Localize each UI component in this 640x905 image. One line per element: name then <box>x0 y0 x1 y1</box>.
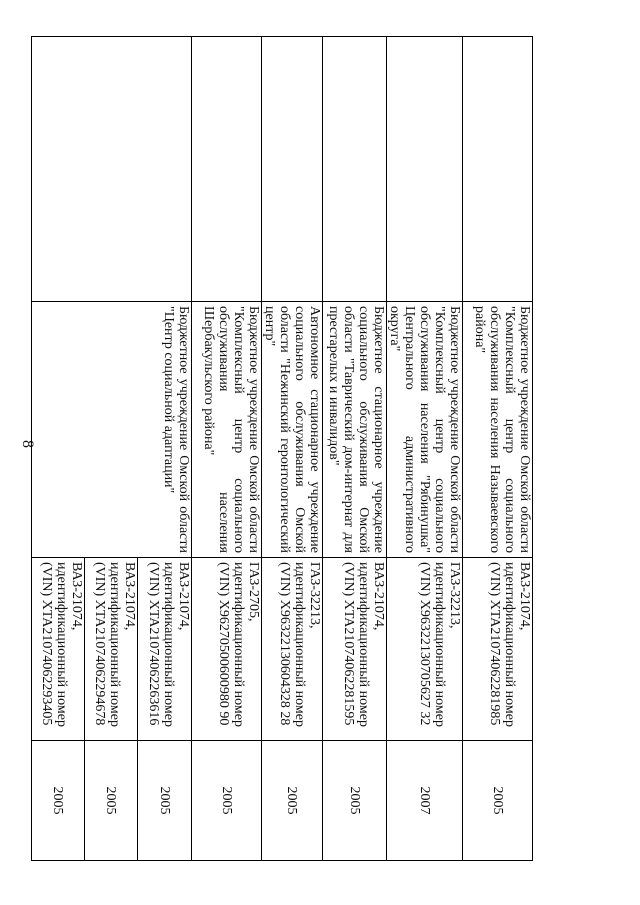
vehicle-model: ВАЗ-21074, <box>69 562 84 631</box>
vehicle-cell <box>323 558 387 741</box>
vehicle-id-label: идентификационный номер <box>432 562 447 727</box>
vehicle-id-label: идентификационный номер <box>502 562 517 727</box>
vehicle-model: ГАЗ-32213, <box>307 562 322 629</box>
table-row <box>262 37 323 861</box>
vehicle-cell <box>138 558 192 741</box>
organization-cell: Бюджетное учреждение Омской области "Комплексный центр социального обслуживания населения "Рябинушка" Центрального административного округа" <box>387 302 463 558</box>
vehicle-vin: (VIN) XTA21074062293405 <box>39 562 54 726</box>
vehicle-model: ГАЗ-32213, <box>447 562 462 629</box>
vehicle-model: ВАЗ-21074, <box>517 562 532 631</box>
vehicle-id-label: идентификационный номер <box>161 562 176 727</box>
vehicle-cell <box>463 558 533 741</box>
table-row <box>463 37 533 861</box>
year-cell: 2005 <box>463 741 533 861</box>
year-cell: 2007 <box>387 741 463 861</box>
empty-cell <box>463 37 533 302</box>
vehicle-model: ВАЗ-21074, <box>371 562 386 631</box>
vehicle-cell <box>85 558 138 741</box>
organization-cell: Автономное стационарное учреждение социального обслуживания Омской области "Нежинский геронтологический центр" <box>262 302 323 558</box>
table-row <box>323 37 387 861</box>
table-row <box>192 37 262 861</box>
vehicle-cell <box>192 558 262 741</box>
empty-cell <box>192 37 262 302</box>
year-cell: 2005 <box>85 741 138 861</box>
vehicle-vin: (VIN) XTA21074062281985 <box>487 562 502 726</box>
vehicle-vin: (VIN) X96322130705627 32 <box>417 562 432 726</box>
year-cell: 2005 <box>262 741 323 861</box>
vehicle-vin: (VIN) XTA21074062263616 <box>146 562 161 726</box>
vehicle-vin: (VIN) X96270500600980 90 <box>216 562 231 726</box>
year-cell: 2005 <box>138 741 192 861</box>
year-cell: 2005 <box>323 741 387 861</box>
vehicle-id-label: идентификационный номер <box>292 562 307 727</box>
vehicle-model: ГАЗ-2705, <box>246 562 261 622</box>
year-cell: 2005 <box>32 741 85 861</box>
vehicle-model: ВАЗ-21074, <box>122 562 137 631</box>
vehicle-model: ВАЗ-21074, <box>176 562 191 631</box>
vehicle-vin: (VIN) XTA21074062294678 <box>92 562 107 726</box>
rotated-page-content <box>39 36 533 860</box>
vehicle-table <box>31 36 533 861</box>
organization-cell: Бюджетное учреждение Омской области "Комплексный центр социального обслуживания населения Шербакульского района" <box>192 302 262 558</box>
empty-cell <box>323 37 387 302</box>
vehicle-cell <box>387 558 463 741</box>
year-cell: 2005 <box>192 741 262 861</box>
organization-cell: Бюджетное стационарное учреждение социального обслуживания Омской области "Таврический дом-интернат для престарелых и инвалидов" <box>323 302 387 558</box>
table-row <box>138 37 192 861</box>
empty-cell <box>262 37 323 302</box>
vehicle-id-label: идентификационный номер <box>231 562 246 727</box>
empty-cell <box>387 37 463 302</box>
vehicle-cell <box>32 558 85 741</box>
vehicle-table-body <box>32 37 533 861</box>
empty-cell <box>32 37 192 302</box>
vehicle-id-label: идентификационный номер <box>54 562 69 727</box>
vehicle-vin: (VIN) X96322130604328 28 <box>277 562 292 726</box>
table-row <box>387 37 463 861</box>
vehicle-vin: (VIN) XTA21074062281595 <box>341 562 356 726</box>
vehicle-id-label: идентификационный номер <box>356 562 371 727</box>
organization-cell: Бюджетное учреждение Омской области "Комплексный центр социального обслуживания населения Называевского района" <box>463 302 533 558</box>
vehicle-cell <box>262 558 323 741</box>
vehicle-id-label: идентификационный номер <box>107 562 122 727</box>
organization-cell: Бюджетное учреждение Омской области "Центр социальной адаптации" <box>32 302 192 558</box>
page-number: 8 <box>19 440 36 448</box>
